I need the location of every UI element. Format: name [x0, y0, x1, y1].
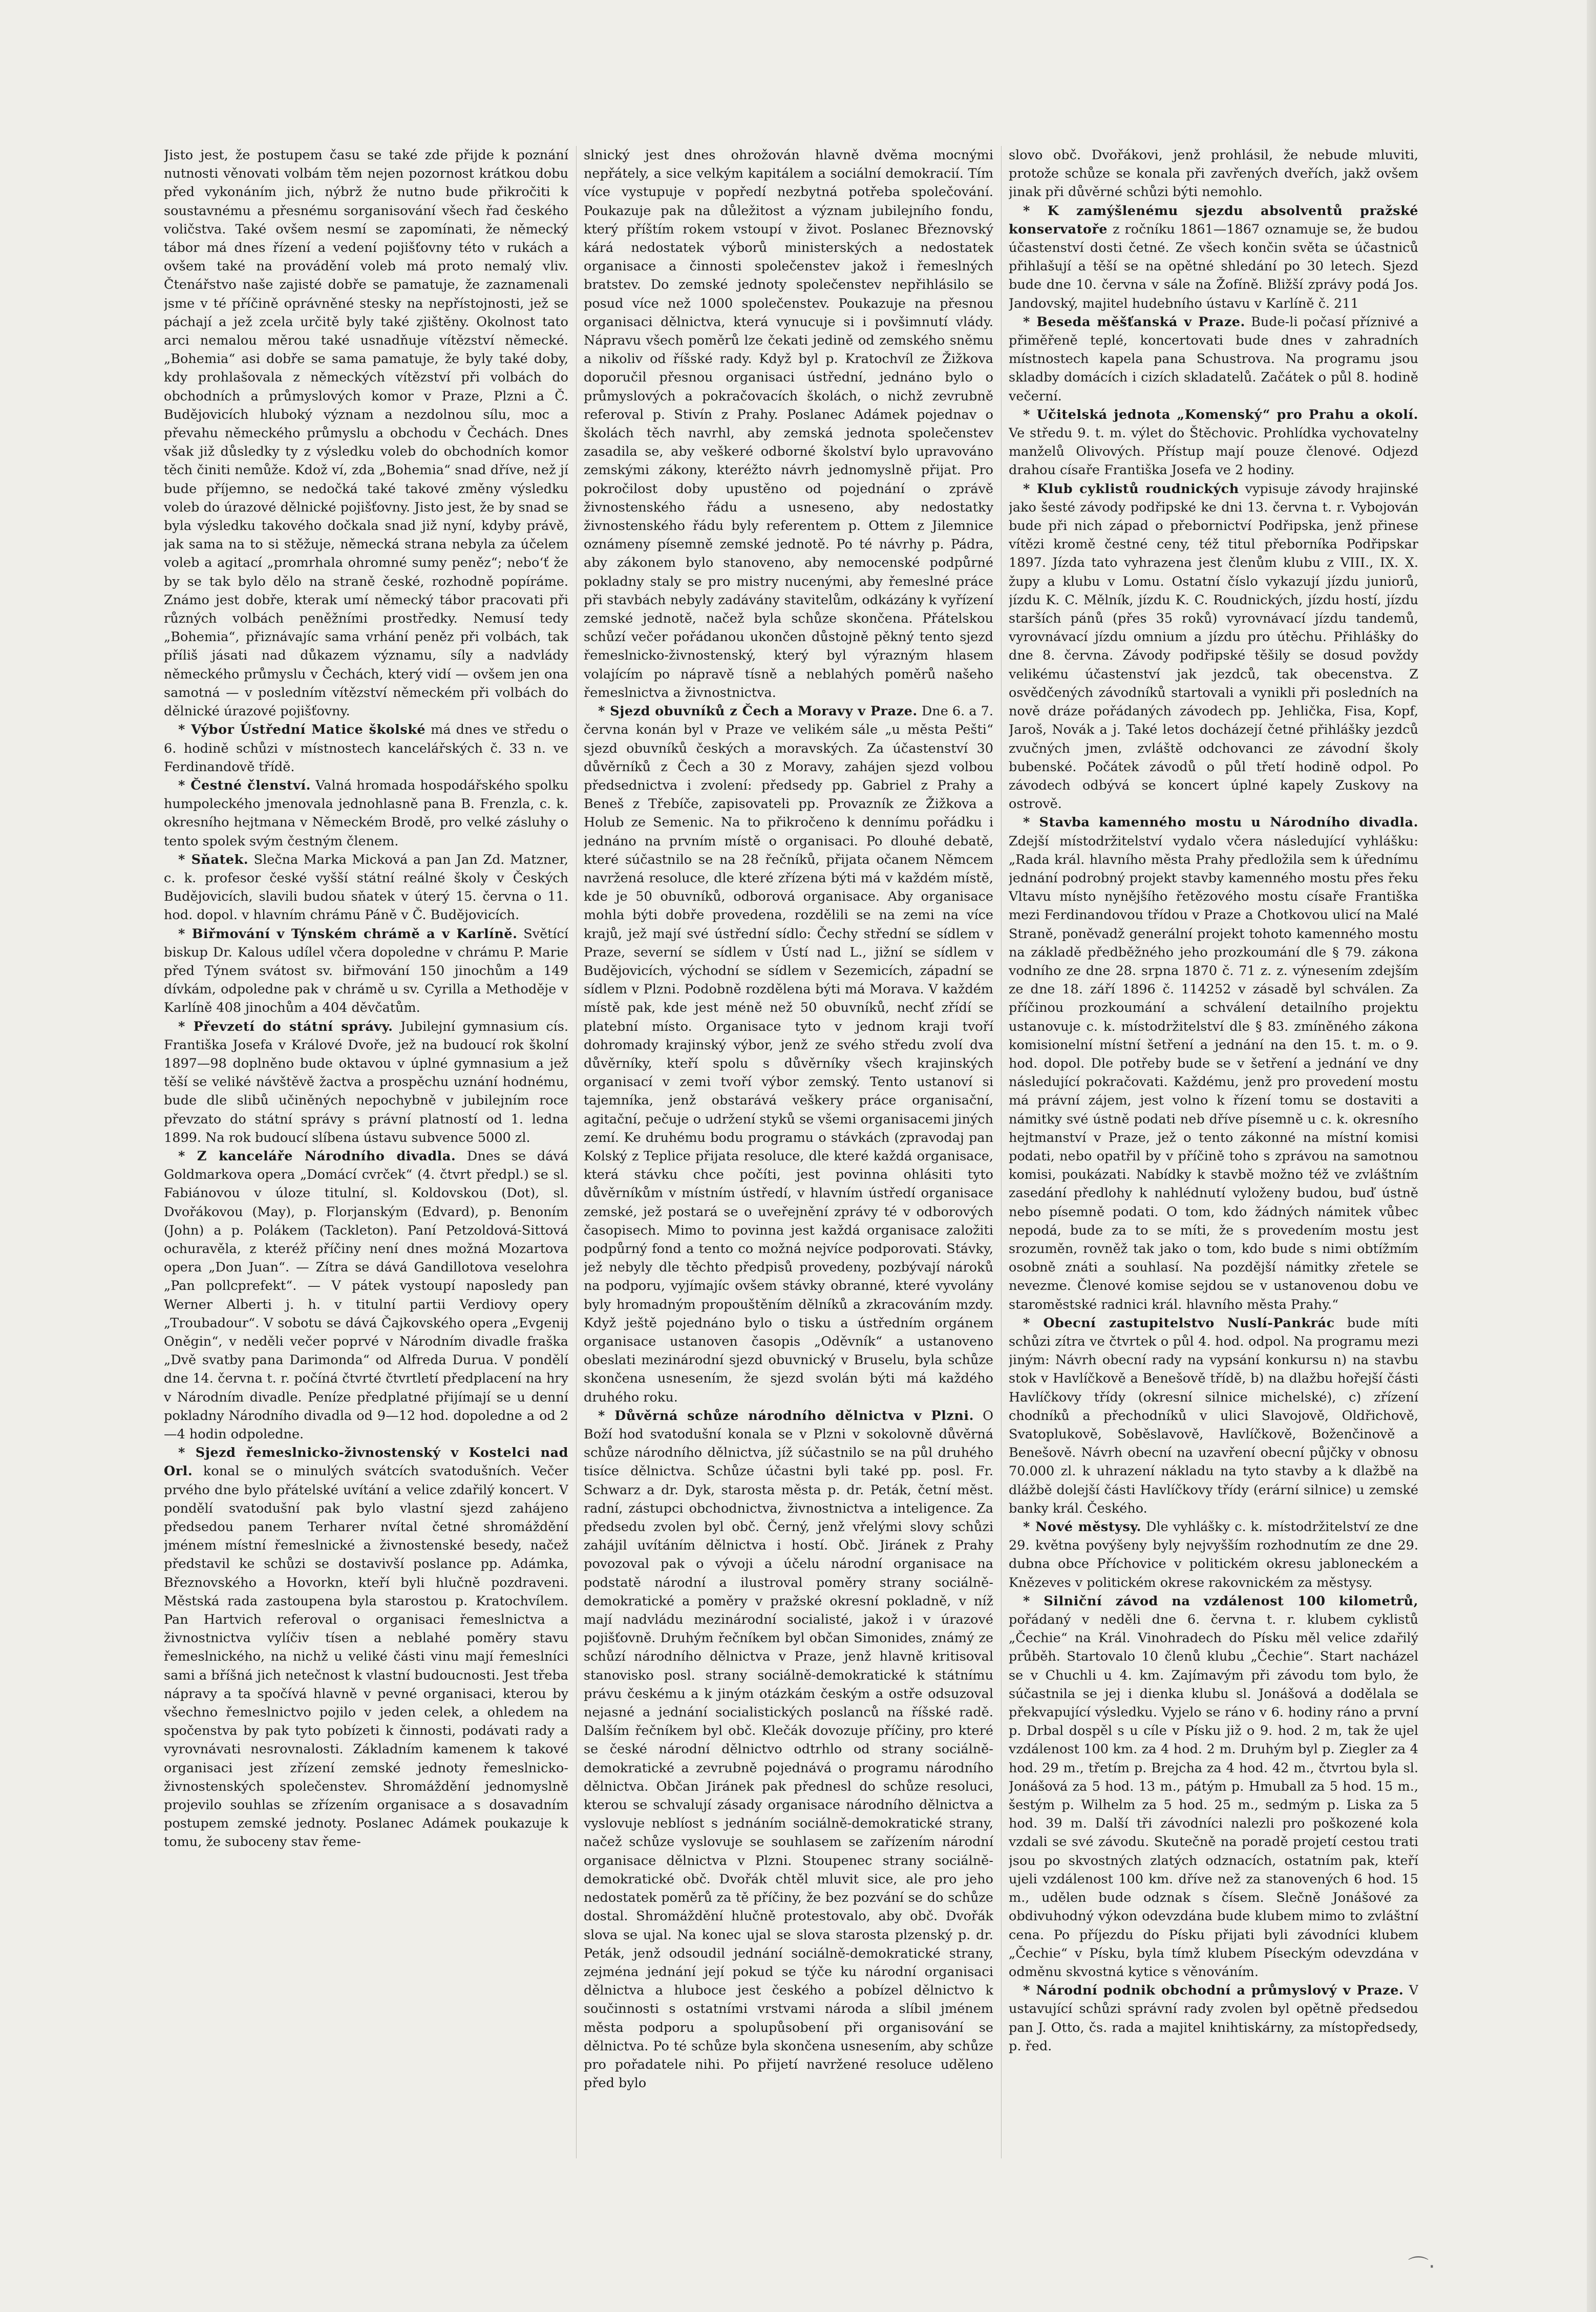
article-paragraph [164, 1147, 568, 1444]
article-paragraph [1009, 1314, 1418, 1518]
article-paragraph [1009, 146, 1418, 202]
article-text: Dle vyhlášky c. k. místodržitelství ze dne 29. května povýšeny byly nejvyšším rozhodnutím ze dne 29. dubna obce Příchovice v politickém okresu jabloneckém a Knězeves v politickém okrese rakovnickém za městysy. [1009, 1519, 1418, 1590]
article-paragraph [1009, 406, 1418, 480]
article-paragraph [584, 702, 993, 1407]
article-heading: * Biřmování v Týnském chrámě a v Karlíně. [178, 926, 518, 942]
article-text: Jisto jest, že postupem času se také zde přijde k poznání nutnosti věnovati volbám těm nejen pozornost krátkou dobu před vykonáním jich, nýbrž že nutno bude přikročiti k soustavnému a přesnému sorganisování všech řad českého voličstva. Také ovšem nesmí se zapomínati, že německý tábor má dnes řízení a vedení pojišťovny této v rukách a ovšem také na provádění voleb má proto nemalý vliv. Čtenářstvo naše zajisté dobře se pamatuje, že zaznamenali jsme v té příčině oprávněné stesky na nepřístojnosti, jež se páchají a jež zcela určitě byly také zjištěny. Okolnost tato arci nemalou měrou také usnadňuje vítězství německé. „Bohemia“ asi dobře se sama pamatuje, že byly také doby, kdy prohlašovala z německých vítězství při volbách do obchodních a průmyslových komor v Praze, Plzni a Č. Budějovicích hluboký význam a nezdolnou sílu, moc a převahu německého průmyslu a obchodu v Čechách. Dnes však již důsledky ty z výsledku voleb do obchodních komor těch činiti nemůže. Kdož ví, zda „Bohemia“ snad dříve, než jí bude příjemno, se nedočká také takové změny výsledku voleb do úrazové dělnické pojišťovny. Jisto jest, že by snad se byla výsledku takového dočkala snad již nyní, kdyby právě, jak sama na to si stěžuje, německá strana nebyla za účelem voleb a agitací „promrhala ohromné sumy peněz“; nebo‘ť že by se tak bylo dělo na straně české, rozhodně popíráme. Známo jest dobře, kterak umí německý tábor pracovati při různých volbách peněžními prostředky. Nemusí tedy „Bohemia“, přiznávajíc sama vrhání peněz při volbách, tak příliš jásati nad důkazem významu, síly a nadvlády německého průmyslu v Čechách, který vidí — ovšem jen ona samotná — v posledním vítězství německém při volbách do dělnické úrazové pojišťovny. [164, 147, 568, 719]
article-paragraph [164, 925, 568, 1017]
article-heading: * Čestné členství. [178, 777, 311, 793]
article-heading: * Sjezd obuvníků z Čech a Moravy v Praze. [598, 704, 918, 719]
article-paragraph [164, 720, 568, 776]
article-heading: * Sňatek. [178, 852, 249, 867]
column-2 [584, 146, 993, 2163]
article-text: Ve středu 9. t. m. výlet do Štěchovic. Prohlídka vychovatelny manželů Olivových. Přístup mají pouze členové. Odjezd drahou císaře Františka Josefa ve 2 hodiny. [1009, 426, 1418, 478]
article-text: Dnes se dává Goldmarkova opera „Domácí cvrček“ (4. čtvrt předpl.) se sl. Fabiánovou v úloze titulní, sl. Koldovskou (Dot), sl. Dvořákovou (May), p. Florjanským (Edvard), p. Benoním (John) a p. Polákem (Tackleton). Paní Petzoldová-Sittová ochuravěla, z kteréž příčiny není dnes možná Mozartova opera „Don Juan“. — Zítra se dává Gandillotova veselohra „Pan pollcprefekt“. — V pátek vystoupí naposledy pan Werner Alberti j. h. v titulní partii Verdiovy opery „Troubadour“. V sobotu se dává Čajkovského opera „Evgenij Oněgin“, v neděli večer poprvé v Národním divadle fraška „Dvě svatby pana Darimonda“ od Alfreda Duruа. V pondělí dne 14. června t. r. počíná čtvrté čtvrtletí předplacení na hry v Národním divadle. Peníze předplatné přijímají se u denní pokladny Národního divadla od 9—12 hod. dopoledne a od 2—4 hodin odpoledne. [164, 1148, 568, 1443]
article-heading: * Obecní zastupitelstvo Nuslí-Pankrác [1023, 1315, 1335, 1331]
article-heading: * Národní podnik obchodní a průmyslový v Praze. [1023, 1983, 1404, 1999]
article-text: bude míti schůzi zítra ve čtvrtek o půl 4. hod. odpol. Na programu mezi jiným: Návrh obecní rady na vypsání konkursu n) na stavbu stok v Havlíčkově a Benešově třídě, b) na dlažbu hořejší části Havlíčkovy třídy (okresní silnice michelské), c) zřízení chodníků a přechodníků v ulici Slavojově, Oldřichově, Svatoplukově, Soběslavově, Havlíčkově, Boženčinově a Benešově. Návrh obecní na uzavření obecní půjčky v obnosu 70.000 zl. k uhrazení nákladu na tyto stavby a k dlažbě na dlážbě dolejší části Havlíčkovy třídy (erární silnice) u zemské banky král. Českého. [1009, 1315, 1418, 1516]
article-text: V ustavující schůzi správní rady zvolen byl opětně předsedou pan J. Otto, čs. rada a majitel knihtiskárny, za místopředsedy, p. řed. [1009, 1983, 1418, 2054]
article-heading: * Učitelská jednota „Komenský“ pro Prahu a okolí. [1023, 407, 1418, 422]
article-paragraph [1009, 480, 1418, 814]
article-heading: * Stavba kamenného mostu u Národního divadla. [1023, 815, 1418, 831]
article-paragraph [164, 776, 568, 851]
article-heading: * Důvěrná schůze národního dělnictva v Plzni. [598, 1408, 974, 1424]
article-text: vypisuje závody hrajinské jako šesté závody podřipské ke dni 13. června t. r. Vybojován bude při nich západ o přebornictví Podřipska, jenž přinese vítězi kromě čestné ceny, též titul přeborníka Podřipskar 1897. Jízda tato vyhrazena jest členům klubu z VIII., IX. X. župy a klubu v Lomu. Ostatní číslo vykazují jízdu juniorů, jízdu K. C. Mělník, jízdu K. C. Roudnických, jízdu hostí, jízdu starších pánů (přes 35 roků) vyrovnávací jízdu tandemů, vyrovnávací jízdu omnium a jízdu pro útěchu. Přihlášky do dne 8. června. Závody podřipské těšily se dosud povždy velikému účastenství jak jezdců, tak obecenstva. Z osvědčených závodníků startovali a vynikli při posledních na nově dráze pořádaných závodech pp. Jehlička, Fisa, Kopf, Jaroš, Novák a j. Také letos docházejí četné přihlášky jezdců zvučných jmen, zvláště odchovanci ze závodní školy bubenské. Počátek závodů o půl třetí hodině odpol. Po závodech odbývá se koncert úplné kapely Zuskovy na ostrově. [1009, 481, 1418, 812]
article-text: Slečna Marka Micková a pan Jan Zd. Matzner, c. k. profesor české vyšší státní reálné školy v Českých Budějovicích, slavili budou sňatek v úterý 15. června o 11. hod. dopol. v hlavním chrámu Páně v Č. Budějovicích. [164, 852, 568, 923]
article-paragraph [164, 1444, 568, 1851]
article-text: Dne 6. a 7. června konán byl v Praze ve velikém sále „u města Pešti“ sjezd obuvníků českých a moravských. Za účastenství 30 důvěrníků z Čech a 30 z Moravy, zahájen sjezd volbou předsednictva i zvolení: předsedy pp. Gabriel z Prahy a Beneš z Třebíče, zapisovateli pp. Provazník ze Žižkova a Holub ze Semenic. Na to přikročeno k dennímu pořádku i jednáno na prvním místě o organisaci. Po dlouhé debatě, které súčastnilo se na 28 řečníků, přijata očanem Němcem navržená resoluce, dle které zřízena býti má v každém místě, kde je 50 obuvníků, odborová organisace. Aby organisace mohla býti dobře provedena, rozdělili se na zemi na více krajů, jež mají své ústřední sídlo: Čechy střední se sídlem v Praze, severní se sídlem v Ústí nad L., jižní se sídlem v Budějovicích, východní se sídlem v Sezemicích, západní se sídlem v Plzni. Podobně rozdělena býti má Morava. V každém místě pak, kde jest méně než 50 obuvníků, nechť zřídí se platební místo. Organisace tyto v jednom kraji tvoří dohromady krajinský výbor, jenž ze svého středu zvolí dva důvěrníky, kteří spolu s důvěrníky všech krajinských organisací v zemi tvoří výbor zemský. Tento ustanoví si tajemníka, jenž obstarává veškery práce organisační, agitační, pečuje o udržení styků se všemi organisacemi jiných zemí. Ke druhému bodu programu o stávkách (zpravodaj pan Kolský z Teplice přijata resoluce, dle které každá organisace, která stávku chce počíti, jest povinna ohlásiti tyto důvěrníkům v místním ústředí, v hlavním ústředí organisace zemské, jež postará se o uveřejnění zprávy té v odborových časopisech. Mimo to povinna jest každá organisace založiti podpůrný fond a tento co možná nejvíce podporovati. Stávky, jež nebyly dle těchto předpisů provedeny, pozbývají nároků na podporu, vyjímajíc ovšem stávky obranné, které vyvolány byly hromadným propouštěním dělníků a zkracováním mzdy. Když ještě pojednáno bylo o tisku a ústředním orgánem organisace ustanoven časopis „Oděvník“ a ustanoveno obeslati mezinárodní sjezd obuvnický v Bruselu, byla schůze skončena usnesením, že sjezd svolán býti má každého druhého roku. [584, 704, 993, 1405]
article-text: Zdejší místodržitelství vydalo včera následující vyhlášku: „Rada král. hlavního města Prahy předložila sem k úřednímu jednání podrobný projekt stavby kamenného mostu přes řeku Vltavu místo nynějšího řetězového mostu císaře Františka mezi Ferdinandovou třídou v Praze a Chotkovou ulicí na Malé Straně, poněvadž generální projekt tohoto kamenného mostu na základě předběžného jeho prozkoumání dle § 79. zákona vodního ze dne 28. srpna 1870 č. 71 z. z. výnesením zdejším ze dne 18. září 1896 č. 114252 v zásadě byl schválen. Za příčinou prozkoumání a schválení detailního projektu ustanovuje c. k. místodržitelství dle § 83. zmíněného zákona komisionelní místní šetření a jednání na den 15. t. m. o 9. hod. dopol. Dle potřeby bude se v šetření a jednání ve dny následující pokračovati. Každému, jenž pro provedení mostu má právní zájem, jest volno k řízení tomu se dostaviti a námitky své ústně podati neb dříve písemně u c. k. okresního hejtmanství v Praze, jež o tento zákonné na místní komisi podati, nebo opatřil by v příčině toho s zprávou na samotnou komisi, poukázati. Nabídky k stavbě možno též ve zvláštním zasedání předlohy k nahlédnutí vyloženy budou, buď ústně nebo písemně podati. O tom, kdo žádných námitek vůbec nepodá, bude za to se míti, že s provedením mostu jest srozuměn, rovněž tak jako o tom, kdo bude s nimi obtížmím osobně znáti a souhlasí. Na pozdější námitky zřetele se nevezme. Členové komise sejdou se v ustanovenou dobu ve staroměstské radnici král. hlavního města Prahy.“ [1009, 833, 1418, 1312]
article-paragraph [584, 146, 993, 702]
article-text: O Boží hod svatodušní konala se v Plzni v sokolovně důvěrná schůze národního dělnictva, jíž súčastnilo se na půl druhého tisíce dělnictva. Schůze účastni byli také pp. posl. Fr. Schwarz a dr. Dyk, starosta města p. dr. Peták, četní měst. radní, zástupci obchodnictva, živnostnictva a inteligence. Za předsedu zvolen byl obč. Černý, jenž vřelými slovy schůzi zahájil uvítáním dělnictva i hostí. Obč. Jiránek z Prahy povozoval pak o vývoji a účelu národní organisace na podstatě národní a ilustroval poměry strany sociálně-demokratické a poměry v pražské okresní pokladně, v níž mají nadvládu mezinárodní socialisté, jakož i v úrazové pojišťovně. Druhým řečníkem byl občan Simonides, známý ze schůzí národního dělnictva v Praze, jenž hlavně kritisoval stanovisko posl. strany sociálně-demokratické k státnímu právu českému a k jiným otázkám českým a ostře odsuzoval nejasné a jednání socialistických poslanců na říšské radě. Dalším řečníkem byl obč. Klečák dovozuje příčiny, pro které se české národní dělnictvo odtrhlo od strany sociálně-demokratické a zevrubně pojednává o programu národního dělnictva. Občan Jiránek pak přednesl do schůze resoluci, kterou se schvalují zásady organisace národního dělnictva a vyslovuje neblíost s jednáním sociálně-demokratické strany, načež schůze vyslovuje se souhlasem se zařízením národní organisace dělnictva v Plzni. Stoupenec strany sociálně-demokratické obč. Dvořák chtěl mluvit sice, ale pro jeho nedostatek poměrů za tě příčiny, že bez pozvání se do schůze dostal. Shromáždění hlučně protestovalo, aby obč. Dvořák slova se ujal. Na konec ujal se slova starosta plzenský p. dr. Peták, jenž odsoudil jednání sociálně-demokratické strany, zejména jednání její pokud se týče ku národní organisaci dělnictva a hluboce jest českého a pobízel dělnictvo k součinnosti s ostatními vrstvami národa a slíbil jménem města podporu a spolupůsobení při organisování se dělnictva. Po té schůze byla skončena usnesením, aby schůze pro pořadatele nihi. Po přijetí navržené resoluce uděleno před bylo [584, 1408, 993, 2091]
article-text: Jubilejní gymnasium cís. Františka Josefa v Králové Dvoře, jež na budoucí rok školní 1897—98 doplněno bude oktavou v úplné gymnasium a jež těší se veliké návštěvě žactva a prospěchu uznání hodnému, bude dle slibů učiněných nepochybně v jubilejním roce převzato do státní správy s právní platností od 1. ledna 1899. Na rok budoucí slíbena ústavu subvence 5000 zl. [164, 1019, 568, 1146]
article-text: Světící biskup Dr. Kalous udílel včera dopoledne v chrámu P. Marie před Týnem svátost sv. biřmování 150 jinochům a 149 dívkám, odpoledne pak v chrámě u sv. Cyrilla a Methoděje v Karlíně 408 jinochům a 404 děvčatům. [164, 926, 568, 1016]
article-text: konal se o minulých svátcích svatodušních. Večer prvého dne bylo přátelské uvítání a velice zdařilý koncert. V pondělí svatodušní pak bylo vlastní sjezd zahájeno předsedou panem Terharer nvítal četné shromáždění jménem místní řemeslnické a živnostenské besedy, načež představil ke schůzi se dostavivší poslance pp. Adámka, Březnovského a Hovorkn, kteří byli hlučně pozdraveni. Městská rada zastoupena byla starostou p. Kratochvílem. Pan Hartvich referoval o organisaci řemeslnictva a živnostnictva vylíčiv tísen a neblahé poměry stavu řemeslnického, na nichž u veliké části vinu mají řemeslníci sami a bříšná jich netečnost k vlastní budoucnosti. Jest třeba nápravy a ta spočívá hlavně v pevné organisaci, kterou by všechno řemeslnictvo pojilo v jeden celek, a ohledem na spočenstva by pak tyto pobízeti k činnosti, podávati rady a vyrovnávati nesrovnalosti. Základním kamenem k takové organisaci jest zřízení zemské jednoty řemeslnicko-živnostenských společenstev. Shromáždění jednomyslně projevilo souhlas se zřízením organisace a s dosavadním postupem zemské jednoty. Poslanec Adámek poukazuje k tomu, že suboceny stav řeme- [164, 1463, 568, 1850]
article-heading: * Silniční závod na vzdálenost 100 kilometrů, [1023, 1593, 1418, 1609]
article-heading: * Sjezd řemeslnicko-živnostenský v Kostelci nad Orl. [164, 1445, 568, 1479]
article-paragraph [1009, 202, 1418, 313]
article-text: Valná hromada hospodářského spolku humpoleckého jmenovala jednohlasně pana B. Frenzla, c. k. okresního hejtmana v Německém Brodě, pro velké zásluhy o tento spolek svým čestným členem. [164, 777, 568, 849]
article-heading: * Převzetí do státní správy. [178, 1019, 393, 1034]
article-paragraph [584, 1407, 993, 2093]
article-heading: * Nové městysy. [1023, 1519, 1142, 1535]
column-3 [1009, 146, 1418, 2163]
article-paragraph [1009, 1981, 1418, 2055]
article-heading: * Z kanceláře Národního divadla. [178, 1148, 456, 1164]
article-paragraph [164, 1017, 568, 1147]
column-1 [164, 146, 568, 2163]
article-paragraph [1009, 313, 1418, 406]
article-heading: * Výbor Ústřední Matice školské [178, 722, 426, 738]
article-text: z ročníku 1861—1867 oznamuje se, že budou účastenství dosti četné. Ze všech končin světa se účastniců přihlašují a těší se na opětné shledání po 30 letech. Sjezd bude dne 10. června v sále na Žofíně. Bližší zprávy podá Jos. Jandovský, majitel hudebního ústavu v Karlíně č. 211 [1009, 221, 1418, 311]
article-text: slnický jest dnes ohrožován hlavně dvěma mocnými nepřátely, a sice velkým kapitálem a sociální demokracií. Tím více vystupuje v popředí nezbytná potřeba společování. Poukazuje pak na důležitost a význam jubilejního fondu, který příštím rokem vstoupí v život. Poslanec Březnovský kárá nedostatek výborů ministerských a nedostatek organisace a činnosti společenstev jakož i řemeslných bratstev. Do zemské jednoty společenstev nepřihlásilo se posud více než 1000 společenstev. Poukazuje na přesnou organisaci dělnictva, která vynucuje si i povšimnutí vlády. Nápravu všech poměrů lze čekati jedině od zemského sněmu a nikoliv od říšské rady. Když byl p. Kratochvíl ze Žižkova doporučil přesnou organisaci ústřední, jednáno bylo o průmyslových a pokračovacích školách, o nichž zevrubně referoval p. Stivín z Prahy. Poslanec Adámek pojednav o školách těch navrhl, aby zemská jednota společenstev zasadila se, aby veškeré odborné školství bylo upravováno zemskými zákony, kteréžto návrh jednomyslně přijat. Pro pokročilost doby upustěno od pojednání o zprávě živnostenského řádu a usneseno, aby nedostatky živnostenského řádu byly referentem p. Ottem z Jilemnice oznámeny písemně zemské jednotě. Po té návrhy p. Pádra, aby zákonem bylo stanoveno, aby nemocenské podpůrné pokladny staly se pro mistry nucenými, aby řemeslné práce při stavbách nebyly zadávány stavitelům, odkázány k vyřízení zemské jednotě, načež byla schůze skončena. Přátelskou schůzí večer pořádanou ukončen důstojně pěkný tento sjezd řemeslnicko-živnostenský, který byl výrazným hlasem volajícím po nápravě tísně a neblahých poměrů našeho řemeslnictva a živnostnictva. [584, 147, 993, 701]
page-edge [1587, 0, 1596, 2312]
article-heading: * K zamýšlenému sjezdu absolventů pražské konservatoře [1009, 203, 1418, 237]
article-heading: * Klub cyklistů roudnických [1023, 481, 1239, 497]
article-paragraph [1009, 813, 1418, 1313]
article-paragraph [164, 851, 568, 925]
text-columns [164, 146, 1418, 2163]
article-paragraph [1009, 1518, 1418, 1592]
article-paragraph [1009, 1592, 1418, 1981]
column-divider [1001, 146, 1002, 2158]
article-text: pořádaný v neděli dne 6. června t. r. klubem cyklistů „Čechie“ na Král. Vinohradech do Písku měl velice zdařilý průběh. Startovalo 10 členů klubu „Čechie“. Start nacházel se v Chuchli u 4. km. Zajímavým při závodu tom bylo, že súčastnila se jej i dienka klubu sl. Jonášová a dodělala se překvapující výsledku. Vyjelo se ráno v 6. hodiny ráno a první p. Drbal dospěl s u cíle v Písku již o 9. hod. 2 m, tak že ujel vzdálenost 100 km. za 4 hod. 2 m. Druhým byl p. Ziegler za 4 hod. 29 m., třetím p. Brejcha za 4 hod. 42 m., čtvrtou byla sl. Jonášová za 5 hod. 13 m., pátým p. Hmuball za 5 hod. 15 m., šestým p. Wilhelm za 5 hod. 25 m., sedmým p. Liska za 5 hod. 39 m. Další tři závodníci nalezli pro poškozené kola vzdali se své závodu. Skutečně na poradě projetí cestou trati jsou po skvostných zlatých odznacích, ostatním pak, kteří ujeli vzdálenost 100 km. dříve než za stanovených 6 hod. 15 m., udělen bude odznak s čísem. Slečně Jonášové za obdivuhodný výkon odevzdána bude klubem mimo to zvláštní cena. Po příjezdu do Písku přijati byli závodníci klubem „Čechie“ v Písku, byla tímž klubem Píseckým odevzdána v odměnu skvostná kytice s věnováním. [1009, 1612, 1418, 1980]
column-divider [576, 146, 577, 2158]
article-text: má dnes ve středu o 6. hodině schůzi v místnostech kancelářských č. 33 n. ve Ferdinandově třídě. [164, 722, 568, 775]
scan-mark: ⌒· [1408, 2255, 1435, 2279]
article-text: Bude-li počasí příznivé a přiměřeně teplé, koncertovati bude dnes v zahradních místnostech kapela pana Schustrova. Na programu jsou skladby domácích i cizích skladatelů. Začátek o půl 8. hodině večerní. [1009, 314, 1418, 404]
article-heading: * Beseda měšťanská v Praze. [1023, 314, 1245, 330]
article-paragraph [164, 146, 568, 720]
article-text: slovo obč. Dvořákovi, jenž prohlásil, že nebude mluviti, protože schůze se konala při zavřených dveřích, jakž ovšem jinak při důvěrné schůzi býti nemohlo. [1009, 147, 1418, 200]
